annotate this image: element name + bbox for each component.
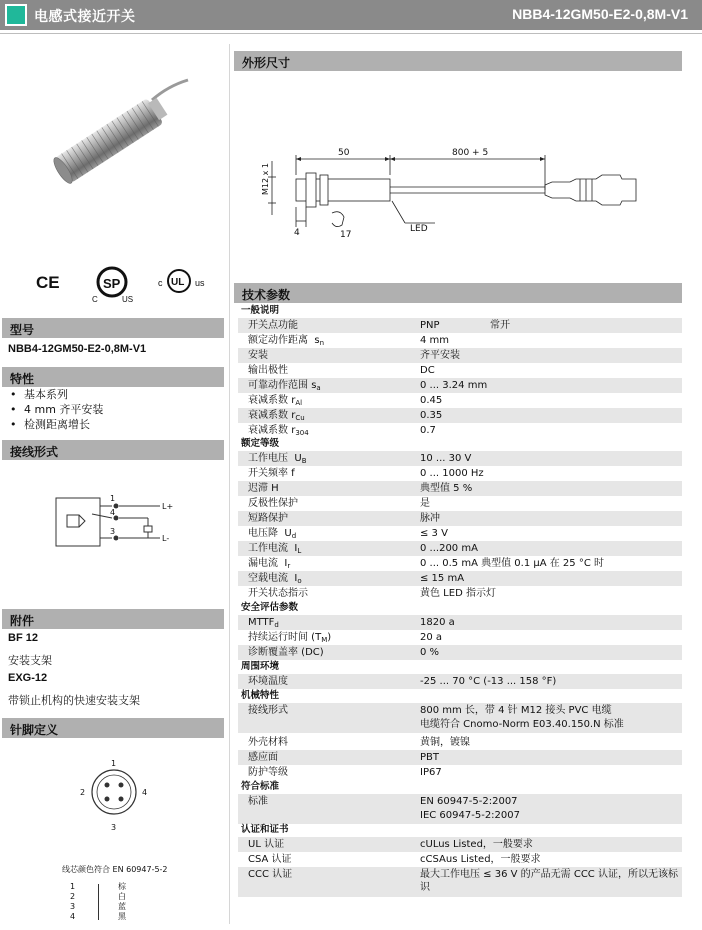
accessory-2-desc: 带锁止机构的快速安装支架 bbox=[8, 694, 140, 707]
group-standards: 符合标准 bbox=[241, 781, 280, 792]
pinout-diagram bbox=[76, 758, 156, 834]
header-divider bbox=[0, 33, 702, 34]
section-accessories: 附件 bbox=[2, 609, 224, 629]
csa-mark-icon bbox=[92, 262, 136, 306]
wiring-lminus: L- bbox=[162, 534, 170, 543]
section-features: 特性 bbox=[2, 367, 224, 387]
csa-mark-letters: SP bbox=[103, 276, 121, 291]
spec-row-csa: CSA 认证 cCSAus Listed，一般要求 bbox=[248, 854, 541, 865]
dim-17: 17 bbox=[340, 230, 352, 240]
spec-row-ul: UL 认证 cULus Listed，一般要求 bbox=[238, 837, 682, 852]
ul-mark-us: us bbox=[195, 278, 205, 288]
spec-row-standard: 标准 EN 60947-5-2:2007 IEC 60947-5-2:2007 bbox=[238, 794, 682, 824]
section-tech: 技术参数 bbox=[234, 283, 682, 303]
accessory-1-code: BF 12 bbox=[8, 632, 38, 644]
pin-label-1: 1 bbox=[111, 759, 117, 768]
wiring-pin-3: 3 bbox=[110, 527, 116, 536]
wiring-diagram bbox=[50, 488, 190, 558]
wire-color-row: 1 棕 bbox=[70, 882, 126, 891]
csa-mark-c: C bbox=[92, 295, 98, 304]
wiring-lplus: L+ bbox=[162, 502, 174, 511]
spec-row-r-cu: 衰减系数 $r_{Cu}$ 0.35 bbox=[238, 408, 682, 423]
group-mechanical: 机械特性 bbox=[241, 690, 280, 701]
spec-row-ud: 电压降 $U_d$ ≤ 3 V bbox=[248, 528, 448, 540]
section-wiring: 接线形式 bbox=[2, 440, 224, 460]
group-general: 一般说明 bbox=[241, 305, 280, 316]
spec-row-ub: 工作电压 $U_B$ 10 ... 30 V bbox=[238, 451, 682, 466]
sensor-product-image bbox=[40, 70, 200, 200]
spec-row-sn: 额定动作距离 $s_n$ 4 mm bbox=[248, 335, 450, 347]
spec-row-tm: 持续运行时间 $(T_M)$ 20 a bbox=[248, 632, 443, 644]
page-title: 电感式接近开关 bbox=[34, 9, 136, 25]
spec-row-reverse-polarity: 反极性保护 是 bbox=[248, 498, 430, 509]
wire-color-title: 线芯颜色符合 EN 60947-5-2 bbox=[62, 865, 168, 874]
wire-color-row: 3 蓝 bbox=[70, 902, 126, 911]
spec-row-indicator: 开关状态指示 黄色 LED 指示灯 bbox=[248, 588, 496, 599]
feature-list bbox=[10, 387, 103, 432]
spec-row-short-circuit: 短路保护 脉冲 bbox=[238, 511, 682, 526]
page-header bbox=[0, 0, 702, 30]
spec-row-switch-function: 开关点功能 PNP 常开 bbox=[238, 318, 682, 333]
dim-4: 4 bbox=[294, 228, 300, 238]
spec-row-il: 工作电流 $I_L$ 0 ...200 mA bbox=[238, 541, 682, 556]
spec-row-r-al: 衰减系数 $r_{Al}$ 0.45 bbox=[248, 395, 443, 407]
dim-m12: M12 x 1 bbox=[261, 163, 270, 195]
ce-mark-icon: CE bbox=[36, 273, 60, 292]
pin-label-3: 3 bbox=[111, 823, 117, 832]
brand-square-icon bbox=[5, 4, 27, 26]
header-model: NBB4-12GM50-E2-0,8M-V1 bbox=[512, 6, 688, 22]
spec-row-r-304: 衰减系数 $r_{304}$ 0.7 bbox=[248, 425, 436, 437]
ul-mark-c: c bbox=[158, 278, 163, 288]
section-model: 型号 bbox=[2, 318, 224, 338]
accessory-1-desc: 安装支架 bbox=[8, 654, 52, 667]
csa-mark-us: US bbox=[122, 295, 134, 304]
dim-led: LED bbox=[410, 224, 428, 234]
spec-row-hysteresis: 迟滞 H 典型值 5 % bbox=[238, 481, 682, 496]
ul-mark-letters: UL bbox=[171, 277, 185, 288]
wire-color-table bbox=[62, 882, 142, 922]
pin-label-4: 4 bbox=[142, 788, 148, 797]
group-environment: 周围环境 bbox=[241, 661, 280, 672]
spec-row-ir: 漏电流 $I_r$ 0 ... 0.5 mA 典型值 0.1 µA 在 25 °C 时 bbox=[248, 558, 604, 570]
dimension-drawing bbox=[240, 135, 660, 245]
dim-800: 800 + 5 bbox=[452, 148, 489, 158]
spec-row-temperature: 环境温度 -25 ... 70 °C (-13 ... 158 °F) bbox=[238, 674, 682, 689]
wire-color-row: 2 白 bbox=[70, 892, 126, 901]
wiring-pin-4: 4 bbox=[110, 508, 116, 517]
spec-row-sa: 可靠动作范围 $s_a$ 0 ... 3.24 mm bbox=[238, 378, 682, 393]
spec-row-mttf: $MTTF_d$ 1820 a bbox=[238, 615, 682, 630]
section-pinout: 针脚定义 bbox=[2, 718, 224, 738]
wire-color-row: 4 黑 bbox=[70, 912, 126, 921]
spec-row-protection: 防护等级 IP67 bbox=[248, 767, 442, 778]
group-ratings: 额定等级 bbox=[241, 438, 280, 449]
spec-row-mounting: 安装 齐平安装 bbox=[238, 348, 682, 363]
spec-row-sensing-face: 感应面 PBT bbox=[238, 750, 682, 765]
pin-label-2: 2 bbox=[80, 788, 86, 797]
ul-mark-icon bbox=[158, 264, 214, 298]
spec-row-io: 空载电流 $I_o$ ≤ 15 mA bbox=[238, 571, 682, 586]
wiring-pin-1: 1 bbox=[110, 494, 116, 503]
group-safety: 安全评估参数 bbox=[241, 602, 299, 613]
accessory-2-code: EXG-12 bbox=[8, 672, 48, 684]
feature-item: • 基本系列 bbox=[10, 387, 103, 402]
section-dimensions: 外形尺寸 bbox=[234, 51, 682, 71]
group-approvals: 认证和证书 bbox=[241, 824, 289, 835]
spec-row-housing: 外壳材料 黄铜，镀镍 bbox=[248, 737, 470, 748]
dim-50: 50 bbox=[338, 148, 350, 158]
feature-item: • 4 mm 齐平安装 bbox=[10, 402, 103, 417]
spec-row-frequency: 开关频率 f 0 ... 1000 Hz bbox=[248, 468, 484, 479]
feature-item: • 检测距离增长 bbox=[10, 417, 103, 432]
spec-row-ccc: CCC 认证 最大工作电压 ≤ 36 V 的产品无需 CCC 认证，所以无该标识 bbox=[238, 867, 682, 897]
spec-row-dc: 诊断覆盖率 (DC) 0 % bbox=[238, 645, 682, 660]
spec-row-connection: 接线形式 800 mm 长，带 4 针 M12 接头 PVC 电缆 电缆符合 Cnomo-Norm E03.40.150.N 标准 bbox=[238, 703, 682, 733]
model-value: NBB4-12GM50-E2-0,8M-V1 bbox=[8, 343, 147, 355]
spec-row-polarity: 输出极性 DC bbox=[248, 365, 435, 376]
column-divider bbox=[229, 44, 230, 924]
